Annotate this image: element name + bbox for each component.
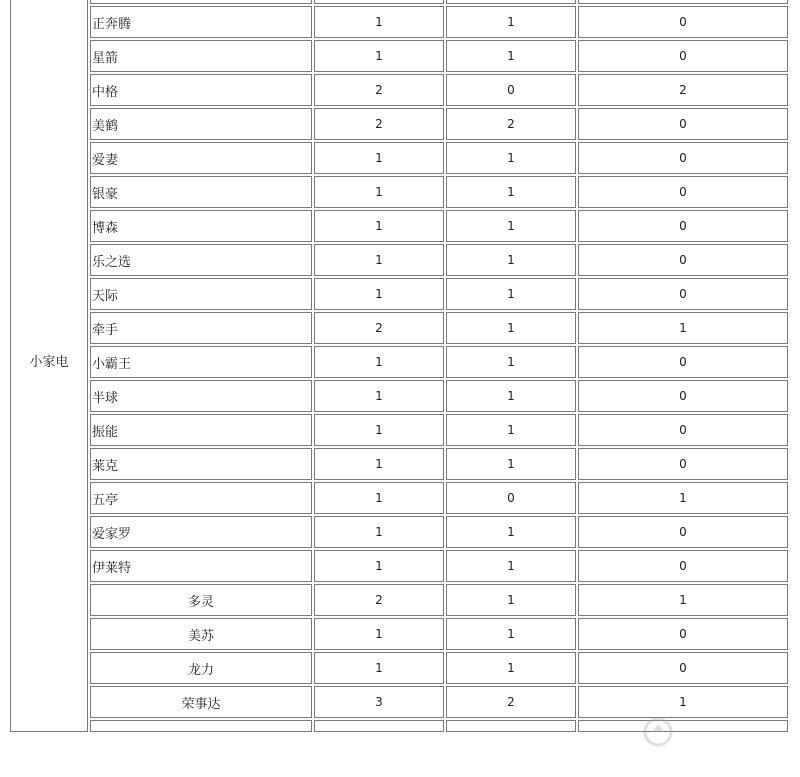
- brand-cell: 博森: [90, 210, 312, 242]
- count-cell-2: 1: [446, 176, 576, 208]
- table-row: [10, 346, 788, 378]
- count-cell-2: 1: [446, 550, 576, 582]
- count-cell-2: 1: [446, 312, 576, 344]
- brand-cell: 荣事达: [90, 686, 312, 718]
- count-cell-2: 1: [446, 244, 576, 276]
- count-cell-2: 1: [446, 278, 576, 310]
- table-row: [10, 0, 788, 4]
- table-row: [10, 516, 788, 548]
- category-cell: 小家电: [10, 0, 88, 732]
- count-cell-1: 1: [314, 618, 444, 650]
- count-cell-1: 2: [314, 312, 444, 344]
- brand-cell: 振能: [90, 414, 312, 446]
- count-cell-3: 0: [578, 448, 788, 480]
- count-cell-3: 0: [578, 652, 788, 684]
- table-row: [10, 176, 788, 208]
- count-cell-2: 1: [446, 516, 576, 548]
- count-cell-2: 0: [446, 74, 576, 106]
- count-cell-1: [314, 0, 444, 4]
- count-cell-3: 0: [578, 40, 788, 72]
- count-cell-3: 0: [578, 6, 788, 38]
- table-row: [10, 414, 788, 446]
- count-cell-3: 0: [578, 516, 788, 548]
- count-cell-1: 1: [314, 448, 444, 480]
- count-cell-1: 1: [314, 142, 444, 174]
- brand-cell: 美苏: [90, 618, 312, 650]
- count-cell-3: 0: [578, 380, 788, 412]
- count-cell-1: 1: [314, 6, 444, 38]
- table-row: [10, 720, 788, 732]
- count-cell-2: 1: [446, 380, 576, 412]
- count-cell-2: 1: [446, 346, 576, 378]
- count-cell-3: 1: [578, 686, 788, 718]
- count-cell-2: 1: [446, 210, 576, 242]
- count-cell-2: 0: [446, 482, 576, 514]
- table-row: [10, 210, 788, 242]
- table-row: [10, 652, 788, 684]
- count-cell-1: [314, 720, 444, 732]
- count-cell-2: 1: [446, 652, 576, 684]
- count-cell-3: 0: [578, 176, 788, 208]
- count-cell-3: 1: [578, 482, 788, 514]
- count-cell-3: 1: [578, 584, 788, 616]
- count-cell-2: 1: [446, 40, 576, 72]
- count-cell-3: 0: [578, 414, 788, 446]
- count-cell-1: 1: [314, 482, 444, 514]
- count-cell-3: 0: [578, 278, 788, 310]
- count-cell-2: [446, 720, 576, 732]
- table-row: [10, 74, 788, 106]
- count-cell-1: 1: [314, 414, 444, 446]
- brand-cell: 爱妻: [90, 142, 312, 174]
- count-cell-3: 0: [578, 346, 788, 378]
- count-cell-1: 1: [314, 176, 444, 208]
- count-cell-2: 1: [446, 6, 576, 38]
- table-row: [10, 142, 788, 174]
- count-cell-3: 0: [578, 244, 788, 276]
- brand-cell: 伊莱特: [90, 550, 312, 582]
- table-wrapper: [8, 0, 790, 734]
- brand-cell: 小霸王: [90, 346, 312, 378]
- count-cell-1: 2: [314, 584, 444, 616]
- count-cell-3: [578, 0, 788, 4]
- count-cell-1: 2: [314, 74, 444, 106]
- count-cell-3: 0: [578, 142, 788, 174]
- table-row: [10, 312, 788, 344]
- count-cell-1: 1: [314, 210, 444, 242]
- brand-cell: 牵手: [90, 312, 312, 344]
- table-row: [10, 380, 788, 412]
- count-cell-1: 1: [314, 652, 444, 684]
- count-cell-3: [578, 720, 788, 732]
- count-cell-1: 1: [314, 516, 444, 548]
- count-cell-3: 0: [578, 108, 788, 140]
- table-row: [10, 40, 788, 72]
- table-body: [10, 0, 788, 732]
- count-cell-3: 1: [578, 312, 788, 344]
- count-cell-2: 1: [446, 584, 576, 616]
- table-row: [10, 108, 788, 140]
- count-cell-2: 1: [446, 414, 576, 446]
- brand-cell: 爱家罗: [90, 516, 312, 548]
- count-cell-1: 1: [314, 278, 444, 310]
- count-cell-2: 2: [446, 108, 576, 140]
- count-cell-3: 0: [578, 550, 788, 582]
- count-cell-1: 2: [314, 108, 444, 140]
- brand-cell: 星箭: [90, 40, 312, 72]
- count-cell-3: 0: [578, 618, 788, 650]
- count-cell-2: 1: [446, 618, 576, 650]
- brand-cell: [90, 0, 312, 4]
- table-row: [10, 686, 788, 718]
- brand-cell: 中格: [90, 74, 312, 106]
- table-row: [10, 244, 788, 276]
- count-cell-2: [446, 0, 576, 4]
- table-row: [10, 482, 788, 514]
- brand-cell: 乐之选: [90, 244, 312, 276]
- count-cell-1: 1: [314, 40, 444, 72]
- brand-stats-table: [8, 0, 790, 734]
- table-row: [10, 550, 788, 582]
- count-cell-3: 0: [578, 210, 788, 242]
- count-cell-1: 3: [314, 686, 444, 718]
- table-row: [10, 278, 788, 310]
- count-cell-2: 1: [446, 448, 576, 480]
- count-cell-3: 2: [578, 74, 788, 106]
- brand-cell: 五亭: [90, 482, 312, 514]
- count-cell-1: 1: [314, 244, 444, 276]
- count-cell-2: 1: [446, 142, 576, 174]
- brand-cell: 天际: [90, 278, 312, 310]
- brand-cell: 银豪: [90, 176, 312, 208]
- count-cell-2: 2: [446, 686, 576, 718]
- table-row: [10, 448, 788, 480]
- table-row: [10, 584, 788, 616]
- brand-cell: 美鹤: [90, 108, 312, 140]
- count-cell-1: 1: [314, 550, 444, 582]
- count-cell-1: 1: [314, 346, 444, 378]
- brand-cell: 正奔腾: [90, 6, 312, 38]
- brand-cell: 龙力: [90, 652, 312, 684]
- brand-cell: [90, 720, 312, 732]
- brand-cell: 莱克: [90, 448, 312, 480]
- table-row: [10, 6, 788, 38]
- brand-cell: 半球: [90, 380, 312, 412]
- table-row: [10, 618, 788, 650]
- brand-cell: 多灵: [90, 584, 312, 616]
- count-cell-1: 1: [314, 380, 444, 412]
